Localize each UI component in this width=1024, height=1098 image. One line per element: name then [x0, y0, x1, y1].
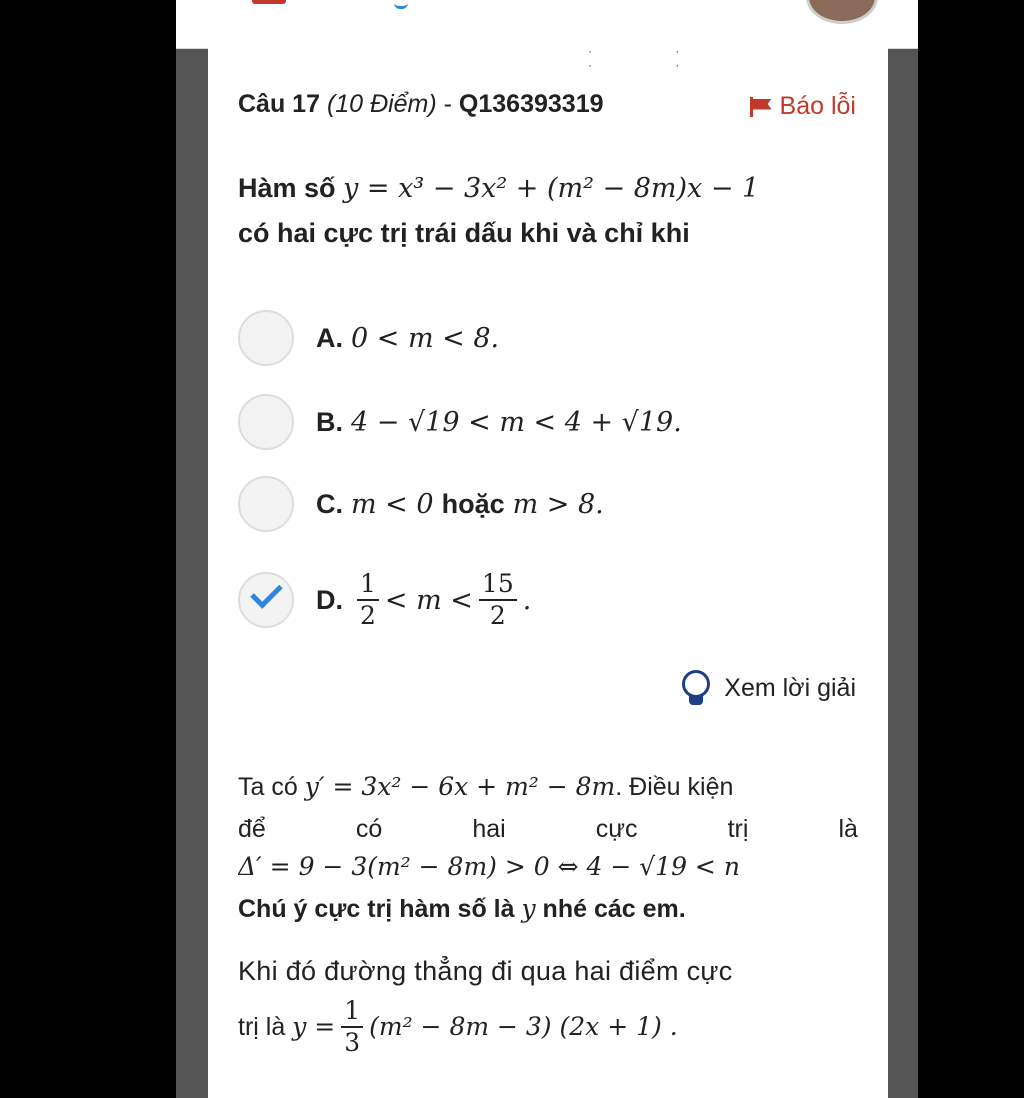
solution-line-2 — [238, 810, 858, 848]
question-points: (10 Điểm) — [326, 90, 437, 118]
solution-derivative: y′ = 3x² − 6x + m² − 8m — [304, 772, 616, 801]
solution-word: hai — [472, 815, 506, 843]
option-d-middle: < m < — [384, 584, 473, 616]
frac-denominator: 2 — [489, 601, 506, 630]
note-prefix: Chú ý cực trị hàm số là — [238, 895, 515, 923]
solution-line-3 — [238, 848, 858, 886]
radio-a[interactable] — [238, 310, 294, 366]
flag-icon — [750, 97, 772, 117]
question-prefix: Hàm số — [238, 173, 336, 203]
solution-line-5: Khi đó đường thẳng đi qua hai điểm cực — [238, 956, 733, 986]
solution-discriminant: Δ′ = 9 − 3(m² − 8m) > 0 ⇔ 4 − √19 < n — [238, 852, 740, 881]
frac-denominator: 3 — [344, 1028, 361, 1057]
note-suffix: nhé các em. — [542, 895, 686, 923]
option-letter: A. — [316, 322, 343, 353]
option-c-math-right: m > 8. — [512, 488, 604, 520]
question-id: Q136393319 — [458, 90, 604, 118]
solution-condition: . Điều kiện — [615, 773, 734, 801]
solution-word: là — [838, 815, 858, 843]
avatar[interactable] — [806, 0, 878, 24]
option-letter: B. — [316, 406, 343, 437]
option-b[interactable] — [238, 394, 682, 450]
question-suffix: có hai cực trị trái dấu khi và chỉ khi — [238, 218, 690, 248]
solution-note — [238, 890, 858, 928]
radio-d-checked[interactable] — [238, 572, 294, 628]
solution-line-6 — [238, 992, 858, 1062]
search-icon[interactable] — [394, 0, 408, 9]
frac-denominator: 2 — [360, 601, 376, 630]
left-gray-margin — [176, 48, 208, 1098]
divider-dots: · · · · — [588, 48, 720, 72]
header-separator: - — [443, 90, 452, 118]
question-text — [238, 166, 868, 255]
right-gray-margin — [888, 48, 918, 1098]
line6-frac — [341, 996, 363, 1058]
radio-b[interactable] — [238, 394, 294, 450]
frac-numerator: 1 — [357, 569, 379, 601]
menu-icon[interactable] — [252, 0, 286, 4]
view-solution-label: Xem lời giải — [724, 673, 856, 702]
option-c-math-left: m < 0 — [351, 488, 434, 520]
option-c[interactable] — [238, 476, 604, 532]
frac-numerator: 15 — [479, 569, 517, 601]
solution-prefix: Ta có — [238, 773, 298, 801]
question-number: Câu 17 — [238, 90, 320, 118]
report-error-label: Báo lỗi — [779, 92, 856, 120]
solution-word: trị — [727, 815, 749, 843]
option-d-frac-2 — [479, 569, 517, 631]
option-d-frac-1 — [357, 569, 379, 631]
line6-math-left: y = — [292, 1012, 336, 1041]
solution-word: có — [355, 815, 383, 843]
solution-word: để — [238, 815, 266, 843]
option-b-math: 4 − √19 < m < 4 + √19. — [351, 406, 682, 438]
option-d-end: . — [522, 584, 532, 616]
radio-c[interactable] — [238, 476, 294, 532]
line6-math-right: (m² − 8m − 3) (2x + 1) . — [369, 1012, 678, 1041]
solution-word: cực — [595, 815, 638, 843]
option-letter: D. — [316, 584, 343, 615]
solution-line-1 — [238, 768, 858, 806]
left-black-frame — [0, 0, 176, 1098]
option-a[interactable] — [238, 310, 499, 366]
question-card — [208, 48, 888, 1098]
view-solution-link[interactable] — [682, 670, 856, 706]
right-black-frame — [918, 0, 1024, 1098]
question-header — [238, 90, 604, 119]
note-math: y — [521, 894, 536, 923]
option-c-word: hoặc — [441, 488, 505, 519]
lightbulb-icon — [682, 670, 710, 706]
option-d[interactable] — [238, 560, 531, 640]
top-app-bar — [176, 0, 918, 49]
option-letter: C. — [316, 488, 343, 519]
question-formula: y = x³ − 3x² + (m² − 8m)x − 1 — [343, 173, 760, 204]
line6-prefix: trị là — [238, 1013, 286, 1041]
report-error-button[interactable] — [750, 92, 856, 121]
frac-numerator: 1 — [341, 996, 363, 1028]
option-a-math: 0 < m < 8. — [351, 322, 500, 354]
